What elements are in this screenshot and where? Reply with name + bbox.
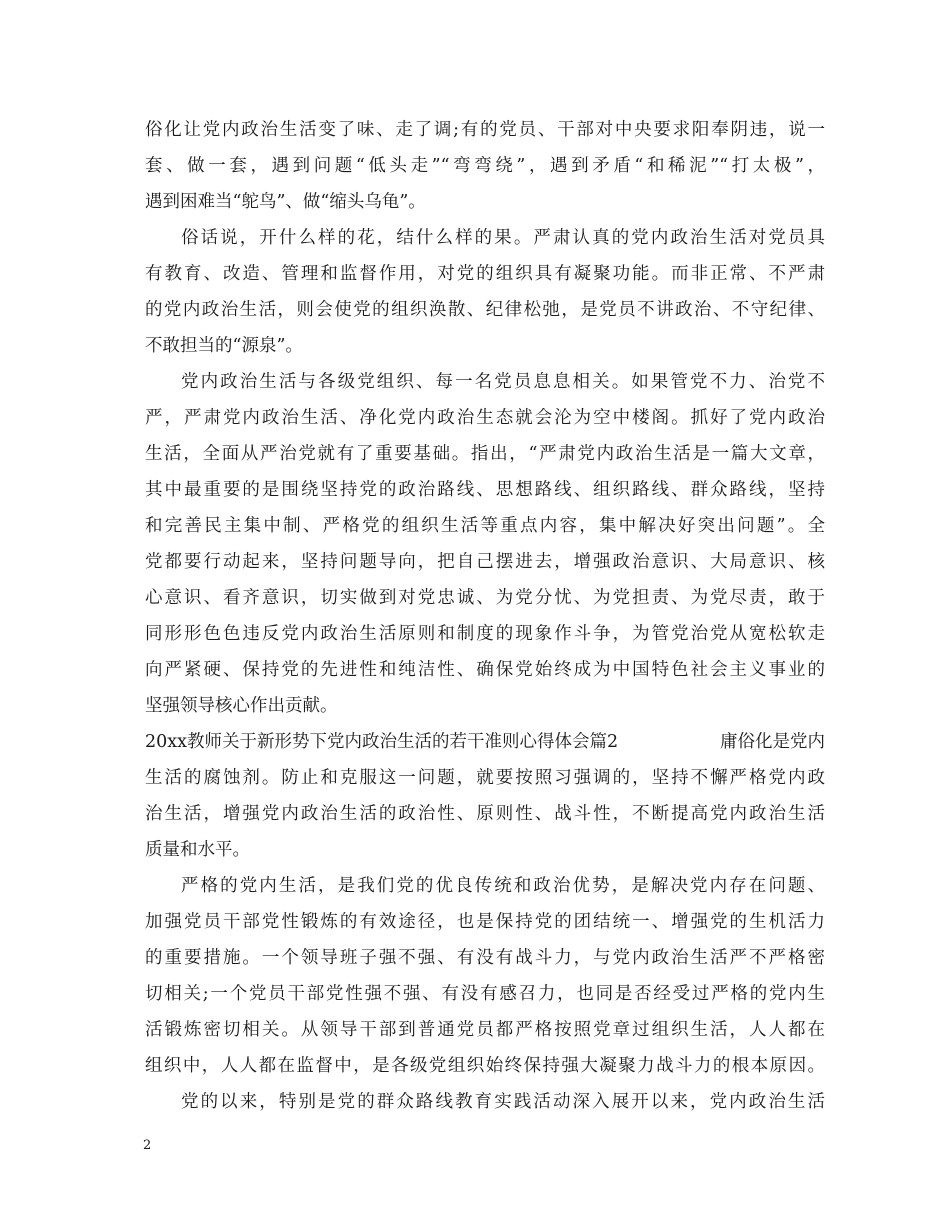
text-line: 俗化让党内政治生活变了味、走了调;有的党员、干部对中央要求阳奉阴违，说一	[145, 120, 825, 140]
paragraph	[145, 220, 825, 364]
text-line: 其中最重要的是围绕坚持党的政治路线、思想路线、组织路线、群众路线，坚持	[145, 480, 825, 500]
text-line: 治生活，增强党内政治生活的政治性、原则性、战斗性，不断提高党内政治生活	[145, 804, 825, 824]
text-line: 有教育、改造、管理和监督作用，对党的组织具有凝聚功能。而非正常、不严肃	[145, 264, 825, 284]
text-line: 同形形色色违反党内政治生活原则和制度的现象作斗争，为管党治党从宽松软走	[145, 624, 825, 644]
paragraph	[145, 868, 825, 1084]
text-line: 党内政治生活与各级党组织、每一名党员息息相关。如果管党不力、治党不	[181, 372, 825, 392]
text-line: 加强党员干部党性锻炼的有效途径，也是保持党的团结统一、增强党的生机活力	[145, 912, 825, 932]
paragraph	[145, 724, 825, 868]
text-line: 和完善民主集中制、严格党的组织生活等重点内容，集中解决好突出问题”。全	[145, 516, 825, 536]
text-line: 的重要措施。一个领导班子强不强、有没有战斗力，与党内政治生活严不严格密	[145, 948, 825, 968]
text-line: 生活的腐蚀剂。防止和克服这一问题，就要按照习强调的，坚持不懈严格党内政	[145, 768, 825, 788]
paragraph	[145, 112, 825, 220]
text-line: 向严紧硬、保持党的先进性和纯洁性、确保党始终成为中国特色社会主义事业的	[145, 660, 825, 680]
text-line: 俗话说，开什么样的花，结什么样的果。严肃认真的党内政治生活对党员具	[181, 228, 825, 248]
text-line: 党的以来，特别是党的群众路线教育实践活动深入展开以来，党内政治生活	[181, 1092, 825, 1112]
text-line: 不敢担当的“源泉”。	[145, 336, 303, 356]
text-line: 的党内政治生活，则会使党的组织涣散、纪律松弛，是党员不讲政治、不守纪律、	[145, 300, 825, 320]
text-line: 党都要行动起来，坚持问题导向，把自己摆进去，增强政治意识、大局意识、核	[145, 552, 825, 572]
document-body	[145, 112, 825, 1120]
text-line: 质量和水平。	[145, 840, 250, 860]
paragraph	[145, 1084, 825, 1120]
text-line: 心意识、看齐意识，切实做到对党忠诚、为党分忧、为党担责、为党尽责，敢于	[145, 588, 825, 608]
text-line: 严，严肃党内政治生活、净化党内政治生态就会沦为空中楼阁。抓好了党内政治	[145, 408, 825, 428]
section-heading-line	[145, 724, 825, 760]
text-line: 坚强领导核心作出贡献。	[145, 696, 338, 716]
paragraph	[145, 364, 825, 724]
text-line: 套、做一套，遇到问题“低头走”“弯弯绕”，遇到矛盾“和稀泥”“打太极”，	[145, 156, 825, 176]
text-line: 组织中，人人都在监督中，是各级党组织始终保持强大凝聚力战斗力的根本原因。	[145, 1056, 825, 1076]
text-line: 遇到困难当“鸵鸟”、做“缩头乌龟”。	[145, 192, 426, 212]
heading-tail-text: 庸俗化是党内	[720, 732, 825, 752]
page-number: 2	[143, 1138, 152, 1153]
text-line: 生活，全面从严治党就有了重要基础。指出，“严肃党内政治生活是一篇大文章，	[145, 444, 825, 464]
text-line: 切相关;一个党员干部党性强不强、有没有感召力，也同是否经受过严格的党内生	[145, 984, 825, 1004]
text-line: 活锻炼密切相关。从领导干部到普通党员都严格按照党章过组织生活，人人都在	[145, 1020, 825, 1040]
section-heading: 20xx教师关于新形势下党内政治生活的若干准则心得体会篇2	[145, 732, 619, 752]
text-line: 严格的党内生活，是我们党的优良传统和政治优势，是解决党内存在问题、	[181, 876, 825, 896]
